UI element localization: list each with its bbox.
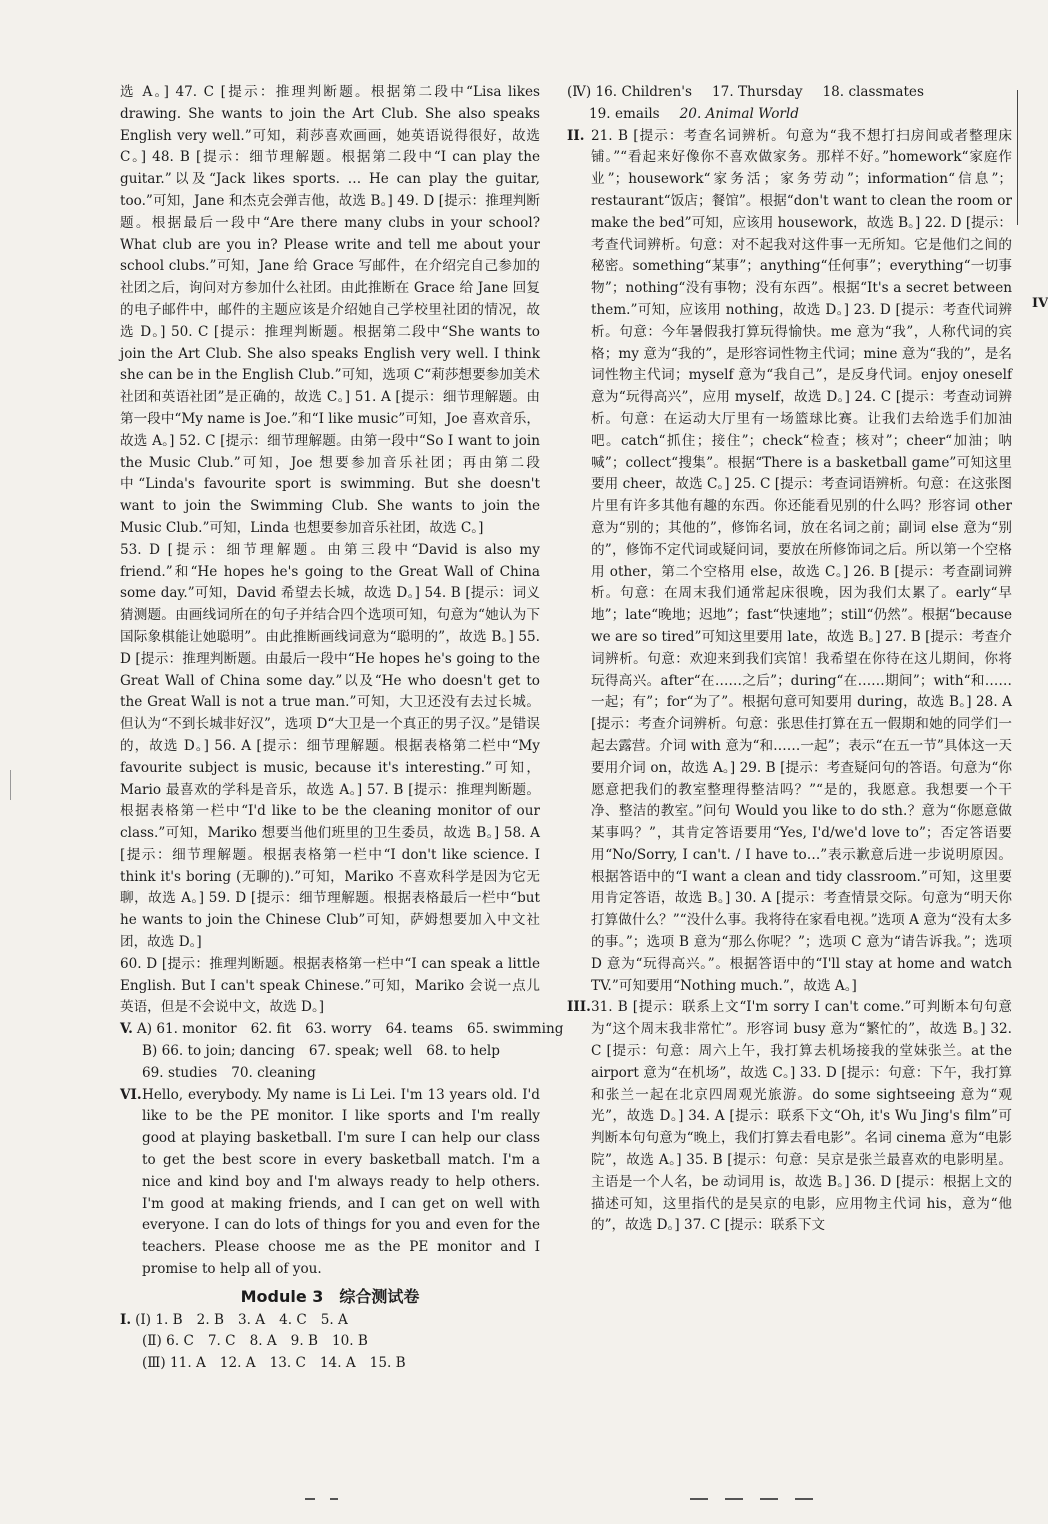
answer-item: 63. worry — [305, 1021, 372, 1038]
answer-item: 13. C — [269, 1355, 306, 1372]
footer-dash — [725, 1498, 743, 1500]
answer-item: 3. A — [237, 1311, 266, 1328]
footer-dash — [795, 1498, 813, 1500]
section-v-row-1 — [120, 1019, 564, 1041]
section-label: III. — [567, 999, 591, 1016]
answers-row-1 — [120, 1310, 540, 1332]
answer-item: 62. fit — [250, 1021, 292, 1038]
answer-item: B) 66. to join; dancing — [142, 1043, 295, 1060]
right-column — [567, 82, 1012, 1237]
right-top-row-2 — [567, 104, 1012, 126]
footer-marks — [0, 1494, 1045, 1504]
column-rule — [1017, 90, 1018, 225]
left-column — [120, 82, 564, 1375]
answer-item: (Ⅰ) 1. B — [135, 1311, 183, 1328]
answer-item: 8. A — [249, 1333, 277, 1350]
answer-paragraph-1: 选 A。] 47. C [提示：推理判断题。根据第二段中“Lisa likes drawing. She wants to join the Art Club. She also speaks English very well.”可知，莉莎喜欢画画，她英语说得很好，故选 C。] 48. B [提示：细节理解题。根据第二段中“I can play the guitar.”以及“Jack likes sports. … He can play the guitar, too.”可知，Jane 和杰克会弹吉他，故选 B。] 49. D [提示：推理判断题。根据最后一段中“Are there many clubs in your school? What club are you in? Please write and tell me about your school clubs.”可知，Jane 给 Grace 写邮件，在介绍完自己参加的社团之后，询问对方参加什么社团。由此推断在 Grace 给 Jane 回复的电子邮件中，邮件的主题应该是介绍她自己学校里社团的情况，故选 D。] 50. C [提示：推理判断题。根据第二段中“She wants to join the Art Club. She also speaks English very well. I think she can be in the English Club.”可知，选项 C“莉莎想要参加美术社团和英语社团”是正确的，故选 C。] 51. A [提示：细节理解题。由第一段中“My name is Joe.”和“I like music”可知，Joe 喜欢音乐，故选 A。] 52. C [提示：细节理解题。由第一段中“So I want to join the Music Club.”可知，Joe 想要参加音乐社团；再由第二段中“Linda's favourite sport is swimming. But she doesn't want to join the Swimming Club. She wants to join the Music Club.”可知，Linda 也想要参加音乐社团，故选 C。] — [120, 84, 540, 536]
answer-item: 18. classmates — [822, 84, 924, 100]
answer-item: 9. B — [290, 1333, 318, 1350]
answer-item: 10. B — [331, 1333, 368, 1350]
answer-item: 4. C — [279, 1311, 307, 1328]
answer-item: 70. cleaning — [231, 1064, 316, 1081]
answer-item: A) 61. monitor — [136, 1021, 237, 1038]
section-v-row-2 — [120, 1041, 540, 1063]
footer-dash — [330, 1498, 338, 1500]
answers-row-3 — [120, 1353, 540, 1375]
essay-text: Hello, everybody. My name is Li Lei. I'm 13 years old. I'd like to be the PE monitor. I like sports and I'm really good at playing basketball. I'm sure I can help our class to get the best score in every basketball match. I'm a nice and kind boy and I'm always ready to help others. I'm good at making friends, and I can get on well with everyone. I can do lots of things for you and even for the teachers. Please choose me as the PE monitor and I promise to help all of you. — [142, 1086, 540, 1278]
section-v-row-3 — [120, 1063, 540, 1085]
answer-paragraph-3: 60. D [提示：推理判断题。根据表格第一栏中“I can speak a little English. But I can't speak Chinese.”可知，Mariko 会说一点儿英语，但是不会说中文，故选 D。] — [120, 955, 540, 1016]
answer-item: 69. studies — [142, 1064, 218, 1081]
section-ii-text: 21. B [提示：考查名词辨析。句意为“我不想打扫房间或者整理床铺。”“看起来好像你不喜欢做家务。那样不好。”homework“家庭作业”；housework“家务活；家务劳动”；information“信息”；restaurant“饭店；餐馆”。根据“don't want to clean the room or make the bed”可知，应该用 housework，故选 B。] 22. D [提示：考查代词辨析。句意：对不起我对这件事一无所知。它是他们之间的秘密。something“某事”；anything“任何事”；everything“一切事物”；nothing“没有事物；没有东西”。根据“It's a secret between them.”可知，应该用 nothing，故选 D。] 23. D [提示：考查代词辨析。句意：今年暑假我打算玩得愉快。me 意为“我”，人称代词的宾格；my 意为“我的”，是形容词性物主代词；mine 意为“我的”，是名词性物主代词；myself 意为“我自己”，是反身代词。enjoy oneself 意为“玩得高兴”，应用 myself，故选 D。] 24. C [提示：考查动词辨析。句意：在运动大厅里有一场篮球比赛。让我们去给选手们加油吧。catch“抓住；接住”；check“检查；核对”；cheer“加油；呐喊”；collect“搜集”。根据“There is a basketball game”可知这里要用 cheer，故选 C。] 25. C [提示：考查词语辨析。句意：在这张图片里有许多其他有趣的东西。你还能看见别的什么吗？形容词 other 意为“别的；其他的”，修饰名词，放在名词之前；副词 else 意为“别的”，修饰不定代词或疑问词，要放在所修饰词之后。所以第一个空格用 other，第二个空格用 else，故选 C。] 26. B [提示：考查副词辨析。句意：在周末我们通常起床很晚，因为我们太累了。early“早地”；late“晚地；迟地”；fast“快速地”；still“仍然”。根据“because we are so tired”可知这里要用 late，故选 B。] 27. B [提示：考查介词辨析。句意：欢迎来到我们宾馆！我希望在你待在这儿期间，你将玩得高兴。after“在……之后”；during“在……期间”；with“和……一起；有”；for“为了”。根据句意可知要用 during，故选 B。] 28. A [提示：考查介词辨析。句意：张思佳打算在五一假期和她的同学们一起去露营。介词 with 意为“和……一起”；表示“在五一节”具体这一天要用介词 on，故选 A。] 29. B [提示：考查疑问句的答语。句意为“你愿意把我们的教室整理得整洁吗？”“是的，我愿意。我想要一个干净、整洁的教室。”问句 Would you like to do sth.？意为“你愿意做某事吗？”，其肯定答语要用“Yes, I'd/we'd love to”；否定答语要用“No/Sorry, I can't. / I have to…”表示歉意后进一步说明原因。根据答语中的“I want a clean and tidy classroom.”可知，这里要用肯定答语，故选 B。] 30. A [提示：考查情景交际。句意为“明天你打算做什么？”“没什么事。我将待在家看电视。”选项 A 意为“没有太多的事。”；选项 B 意为“那么你呢？”；选项 C 意为“请告诉我。”；选项 D 意为“玩得高兴。”。根据答语中的“I'll stay at home and watch TV.”可知要用“Nothing much.”，故选 A。] — [591, 127, 1012, 994]
section-ii — [567, 126, 1012, 998]
answer-item: 68. to help — [426, 1043, 500, 1060]
answers-row-2 — [120, 1331, 540, 1353]
gutter-mark — [10, 770, 11, 800]
section-label: I. — [120, 1311, 132, 1328]
footer-dash — [760, 1498, 778, 1500]
answer-item: 17. Thursday — [712, 84, 803, 100]
right-top-row-1 — [567, 82, 1012, 104]
module-answers — [120, 1310, 540, 1375]
answer-item: 14. A — [319, 1355, 356, 1372]
footer-dash — [690, 1498, 708, 1500]
answer-item: (Ⅳ) 16. Children's — [567, 84, 693, 100]
answer-item: 15. B — [369, 1355, 406, 1372]
answer-item: 7. C — [207, 1333, 236, 1350]
answer-item: 12. A — [219, 1355, 256, 1372]
section-label: II. — [567, 127, 585, 144]
section-iii-text: 31. B [提示：联系上文“I'm sorry I can't come.”可判断本句句意为“这个周末我非常忙”。形容词 busy 意为“繁忙的”，故选 B。] 32. C [提示：句意：周六上午，我打算去机场接我的堂妹张兰。at the airport 意为“在机场”，故选 C。] 33. D [提示：句意：下午，我打算和张兰一起在北京四周观光旅游。do some sightseeing 意为“观光”，故选 D。] 34. A [提示：联系下文“Oh, it's Wu Jing's film”可判断本句句意为“晚上，我们打算去看电影”。名词 cinema 意为“电影院”，故选 A。] 35. B [提示：句意：吴京是张兰最喜欢的电影明星。主语是一个人名，be 动词用 is，故选 B。] 36. D [提示：根据上文的描述可知，这里指代的是吴京的电影，应用物主代词 his，意为“他的”，故选 D。] 37. C [提示：联系下文 — [591, 999, 1012, 1234]
answer-item: 19. emails — [589, 105, 660, 122]
answer-item: 64. teams — [385, 1021, 453, 1038]
answer-item: 2. B — [196, 1311, 224, 1328]
section-v — [120, 1019, 564, 1084]
footer-dash — [305, 1498, 315, 1500]
module-title: Module 3 综合测试卷 — [240, 1286, 420, 1306]
answer-item: (Ⅲ) 11. A — [142, 1355, 206, 1372]
answer-item: 20. Animal World — [679, 105, 799, 122]
answer-item: 5. A — [320, 1311, 348, 1328]
answer-item: 65. swimming — [466, 1021, 564, 1038]
side-section-label: IV — [1032, 296, 1048, 311]
section-iii — [567, 997, 1012, 1237]
section-label: V. — [120, 1021, 133, 1038]
answer-item: 67. speak; well — [308, 1043, 413, 1060]
section-vi — [120, 1085, 540, 1281]
answer-item: (Ⅱ) 6. C — [142, 1333, 194, 1350]
section-label: VI. — [120, 1086, 142, 1103]
answer-paragraph-2: 53. D [提示：细节理解题。由第三段中“David is also my friend.”和“He hopes he's going to the Great Wall of China some day.”可知，David 希望去长城，故选 D。] 54. B [提示：词义猜测题。由画线词所在的句子并结合四个选项可知，句意为“她认为下国际象棋能让她聪明”。由此推断画线词意为“聪明的”，故选 B。] 55. D [提示：推理判断题。由最后一段中“He hopes he's going to the Great Wall of China some day.”以及“He who doesn't get to the Great Wall is not a true man.”可知，大卫还没有去过长城。但认为“不到长城非好汉”，选项 D“大卫是一个真正的男子汉。”是错误的，故选 D。] 56. A [提示：细节理解题。根据表格第二栏中“My favourite subject is music, because it's interesting.”可知，Mario 最喜欢的学科是音乐，故选 A。] 57. B [提示：推理判断题。根据表格第一栏中“I'd like to be the cleaning monitor of our class.”可知，Mariko 想要当他们班里的卫生委员，故选 B。] 58. A [提示：细节理解题。根据表格第一栏中“I don't like science. I think it's boring (无聊的).”可知，Mariko 不喜欢科学是因为它无聊，故选 A。] 59. D [提示：细节理解题。根据表格最后一栏中“but he wants to join the Chinese Club”可知，萨姆想要加入中文社团，故选 D。] — [120, 541, 540, 951]
